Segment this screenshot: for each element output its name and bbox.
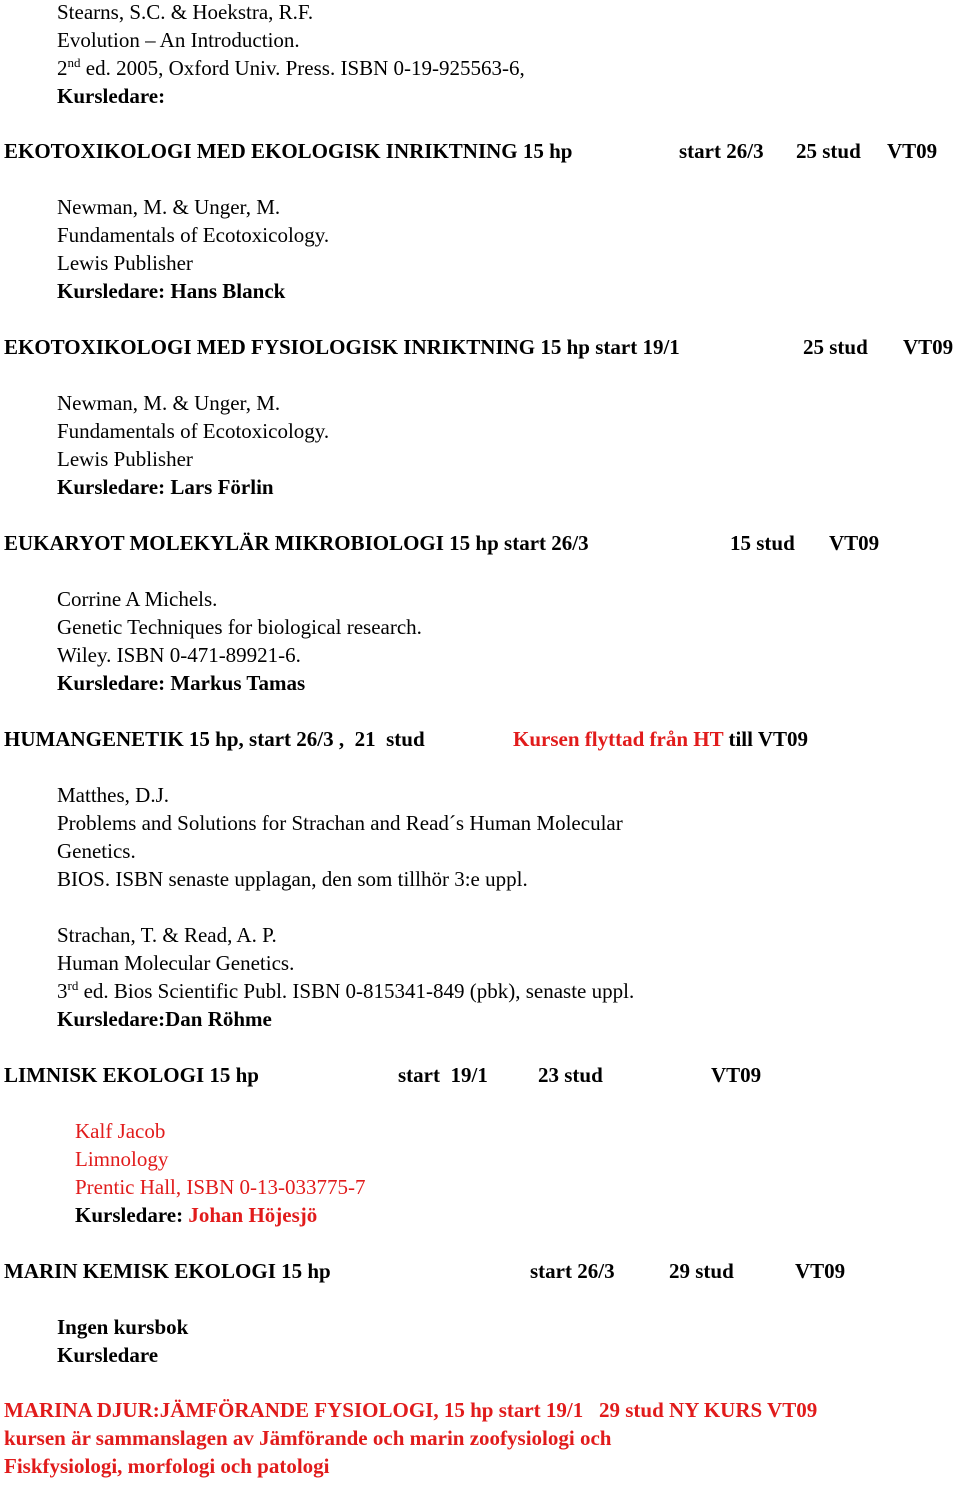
book-publisher: Lewis Publisher	[57, 251, 193, 275]
book-authors: Newman, M. & Unger, M.	[57, 195, 281, 219]
course-name: MARIN KEMISK EKOLOGI 15 hp	[4, 1259, 331, 1283]
teacher-label: Kursledare:	[75, 1203, 184, 1227]
edition-superscript: nd	[67, 55, 81, 70]
course-students: 23 stud	[538, 1063, 603, 1087]
course-name: EKOTOXIKOLOGI MED FYSIOLOGISK INRIKTNING 15 hp start 19/1	[4, 335, 680, 359]
course-start: start 26/3	[530, 1259, 615, 1283]
teacher-name: Hans Blanck	[165, 279, 286, 303]
book-title: Evolution – An Introduction.	[57, 28, 300, 52]
course-name: LIMNISK EKOLOGI 15 hp	[4, 1063, 259, 1087]
book-authors: Matthes, D.J.	[57, 783, 169, 807]
course-teacher	[57, 1007, 272, 1031]
edition-number: 3	[57, 979, 68, 1003]
course-students: 25 stud	[803, 335, 868, 359]
teacher-name: Johan Höjesjö	[183, 1203, 318, 1227]
course-description: kursen är sammanslagen av Jämförande och marin zoofysiologi och	[4, 1426, 612, 1450]
course-name: EKOTOXIKOLOGI MED EKOLOGISK INRIKTNING 15 hp	[4, 139, 573, 163]
course-name: MARINA DJUR:JÄMFÖRANDE FYSIOLOGI, 15 hp start 19/1 29 stud NY KURS VT09	[4, 1398, 818, 1422]
book-publisher: Lewis Publisher	[57, 447, 193, 471]
course-teacher	[57, 279, 285, 303]
teacher-label: Kursledare:	[57, 279, 166, 303]
book-edition	[57, 979, 634, 1003]
book-authors: Stearns, S.C. & Hoekstra, R.F.	[57, 0, 314, 24]
teacher-label: Kursledare	[57, 1343, 159, 1367]
book-authors: Newman, M. & Unger, M.	[57, 391, 281, 415]
edition-number: 2	[57, 56, 68, 80]
book-title: Fundamentals of Ecotoxicology.	[57, 419, 330, 443]
course-term: VT09	[795, 1259, 846, 1283]
teacher-name: Lars Förlin	[165, 475, 274, 499]
book-publisher: BIOS. ISBN senaste upplagan, den som tillhör 3:e uppl.	[57, 867, 528, 891]
course-teacher	[75, 1203, 317, 1227]
course-heading	[4, 139, 573, 163]
course-name: HUMANGENETIK 15 hp, start 26/3 , 21 stud	[4, 727, 425, 751]
course-term: VT09	[829, 531, 880, 555]
course-term: till VT09	[723, 727, 809, 751]
course-start: start 26/3	[679, 139, 764, 163]
course-term: VT09	[711, 1063, 762, 1087]
book-title: Genetic Techniques for biological research.	[57, 615, 422, 639]
book-title: Human Molecular Genetics.	[57, 951, 295, 975]
book-publisher: Wiley. ISBN 0-471-89921-6.	[57, 643, 301, 667]
book-title: Problems and Solutions for Strachan and Read´s Human Molecular	[57, 811, 623, 835]
book-publisher: Prentic Hall, ISBN 0-13-033775-7	[75, 1175, 366, 1199]
teacher-label: Kursledare:	[57, 671, 166, 695]
course-students: 15 stud	[730, 531, 795, 555]
teacher-name: Markus Tamas	[165, 671, 306, 695]
course-description-cont: Fiskfysiologi, morfologi och patologi	[4, 1454, 330, 1478]
course-students: 25 stud	[796, 139, 861, 163]
teacher-label: Kursledare:	[57, 84, 166, 108]
course-teacher	[57, 475, 274, 499]
book-title: Limnology	[75, 1147, 169, 1171]
edition-details: ed. Bios Scientific Publ. ISBN 0-815341-849 (pbk), senaste uppl.	[78, 979, 635, 1003]
book-authors: Kalf Jacob	[75, 1119, 166, 1143]
course-term: VT09	[887, 139, 938, 163]
teacher-label: Kursledare:	[57, 1007, 166, 1031]
book-authors: Strachan, T. & Read, A. P.	[57, 923, 277, 947]
course-note: Kursen flyttad från HT	[513, 727, 724, 751]
course-students: 29 stud	[669, 1259, 734, 1283]
course-heading-tail	[513, 727, 808, 751]
edition-details: ed. 2005, Oxford Univ. Press. ISBN 0-19-925563-6,	[80, 56, 525, 80]
course-teacher	[57, 671, 305, 695]
teacher-label: Kursledare:	[57, 475, 166, 499]
edition-superscript: rd	[67, 978, 79, 993]
course-name: EUKARYOT MOLEKYLÄR MIKROBIOLOGI 15 hp start 26/3	[4, 531, 589, 555]
course-start: start 19/1	[398, 1063, 488, 1087]
book-authors: Corrine A Michels.	[57, 587, 218, 611]
teacher-name: Dan Röhme	[165, 1007, 272, 1031]
book-note: Ingen kursbok	[57, 1315, 189, 1339]
book-title: Fundamentals of Ecotoxicology.	[57, 223, 330, 247]
book-edition	[57, 56, 525, 80]
book-title-cont: Genetics.	[57, 839, 136, 863]
course-term: VT09	[903, 335, 954, 359]
